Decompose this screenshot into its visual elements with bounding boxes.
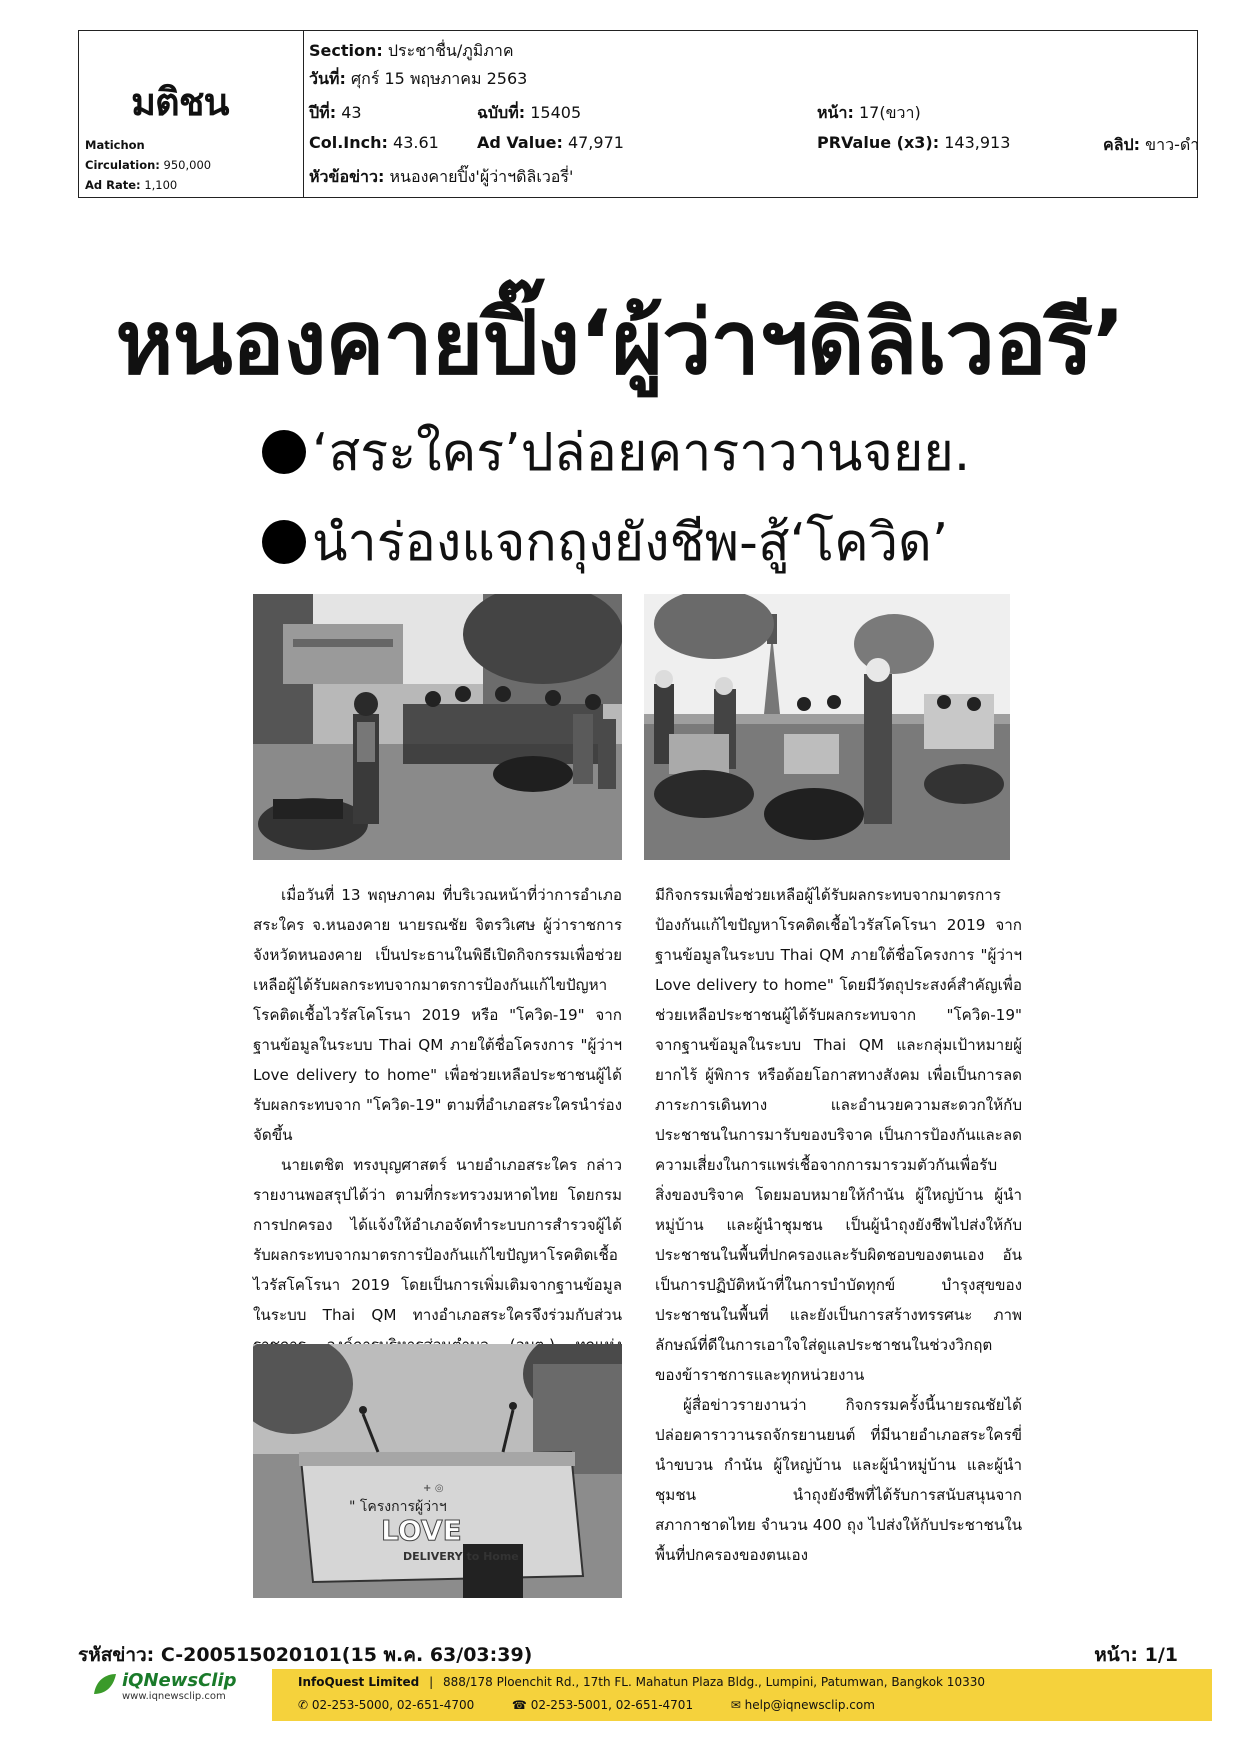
photo-motorcycle-caravan xyxy=(644,594,1010,860)
email-address: help@iqnewsclip.com xyxy=(744,1698,875,1712)
phone-icon: ✆ xyxy=(298,1698,309,1712)
phone-numbers: 02-253-5000, 02-651-4700 xyxy=(311,1698,475,1712)
subheadline-1-text: ‘สระใคร’ปล่อยคาราวานจยย. xyxy=(312,423,971,483)
box-love-text: LOVE xyxy=(381,1514,462,1547)
bullet-icon xyxy=(262,430,306,474)
colinch-label: Col.Inch: xyxy=(309,133,388,152)
company-address: 888/178 Ploenchit Rd., 17th FL. Mahatun Plaza Bldg., Lumpini, Patumwan, Bangkok 10330 xyxy=(442,1675,985,1689)
clip-header xyxy=(78,30,1198,198)
company-name: InfoQuest Limited xyxy=(298,1675,420,1689)
email-icon: ✉ xyxy=(730,1698,741,1712)
clip-value: ขาว-ดำ xyxy=(1145,135,1200,154)
company-line: InfoQuest Limited | 888/178 Ploenchit Rd., 17th FL. Mahatun Plaza Bldg., Lumpini, Patumwan, Bangkok 10330 xyxy=(298,1675,985,1689)
section-label: Section: xyxy=(309,41,383,60)
subheadline-2-text: นำร่องแจกถุงยังชีพ-สู้‘โควิด’ xyxy=(312,513,949,573)
fax-numbers: 02-253-5001, 02-651-4701 xyxy=(530,1698,694,1712)
article-headline: หนองคายปิ๊ง‘ผู้ว่าฯดิลิเวอรี’ xyxy=(115,291,1125,394)
paragraph: มีกิจกรรมเพื่อช่วยเหลือผู้ได้รับผลกระทบจากมาตรการป้องกันแก้ไขปัญหาโรคติดเชื้อไวรัสโคโรนา 2019 จากฐานข้อมูลในระบบ Thai QM ภายใต้ชื่อโครงการ "ผู้ว่าฯ Love delivery to home" โดยมีวัตถุประสงค์สำคัญเพื่อช่วยเหลือประชาชนผู้ได้รับผลกระทบจาก "โควิด-19" จากฐานข้อมูลในระบบ Thai QM และกลุ่มเป้าหมายผู้ยากไร้ ผู้พิการ หรือด้อยโอกาสทางสังคม เพื่อเป็นการลดภาระการเดินทาง และอำนวยความสะดวกให้กับประชาชนในการมารับของบริจาค เป็นการป้องกันและลดความเสี่ยงในการแพร่เชื้อจากการมารวมตัวกันเพื่อรับสิ่งของบริจาค โดยมอบหมายให้กำนัน ผู้ใหญ่บ้าน ผู้นำหมู่บ้าน และผู้นำชุมชน เป็นผู้นำถุงยังชีพไปส่งให้กับประชาชนในพื้นที่ปกครองและรับผิดชอบของตนเอง อันเป็นการปฏิบัติหน้าที่ในการบำบัดทุกข์ บำรุงสุขของประชาชนในพื้นที่ และยังเป็นการสร้างทรรศนะ ภาพลักษณ์ที่ดีในการเอาใจใส่ดูแลประชาชนในช่วงวิกฤต ของข้าราชการและทุกหน่วยงาน xyxy=(655,886,1022,1384)
news-code-label: รหัสข่าว: xyxy=(78,1644,155,1666)
subheadline-1 xyxy=(262,410,970,493)
news-code-value: C-200515020101(15 พ.ค. 63/03:39) xyxy=(160,1644,533,1666)
footer-contact-bar xyxy=(272,1669,1212,1721)
subheadline-2 xyxy=(262,500,948,583)
bullet-icon xyxy=(262,520,306,564)
contact-line xyxy=(298,1698,875,1712)
advalue-value: 47,971 xyxy=(567,133,624,152)
box-project-text: " โครงการผู้ว่าฯ xyxy=(349,1499,447,1515)
page-number xyxy=(1094,1640,1178,1670)
circulation-label: Circulation: xyxy=(85,158,160,172)
publication-logo: มติชน xyxy=(131,80,229,124)
date-value: ศุกร์ 15 พฤษภาคม 2563 xyxy=(350,69,528,88)
adrate-label: Ad Rate: xyxy=(85,178,141,192)
iqnewsclip-logo xyxy=(98,1670,237,1702)
circulation-value: 950,000 xyxy=(163,158,212,172)
adrate-value: 1,100 xyxy=(144,178,178,192)
fax-icon: ☎ xyxy=(511,1698,527,1712)
section-value: ประชาชื่น/ภูมิภาค xyxy=(387,41,514,60)
issue-label: ฉบับที่: xyxy=(477,103,526,122)
year-label: ปีที่: xyxy=(309,103,337,122)
article-column-right xyxy=(655,880,1022,1570)
paragraph: เมื่อวันที่ 13 พฤษภาคม ที่บริเวณหน้าที่ว่าการอำเภอสระใคร จ.หนองคาย นายรณชัย จิตรวิเศษ ผู้ว่าราชการจังหวัดหนองคาย เป็นประธานในพิธีเปิดกิจกรรมเพื่อช่วยเหลือผู้ได้รับผลกระทบจากมาตรการป้องกันแก้ไขปัญหาโรคติดเชื้อไวรัสโคโรนา 2019 หรือ "โควิด-19" จากฐานข้อมูลในระบบ Thai QM ภายใต้ชื่อโครงการ "ผู้ว่าฯ Love delivery to home" เพื่อช่วยเหลือประชาชนผู้ได้รับผลกระทบจาก "โควิด-19" ตามที่อำเภอสระใครนำร่องจัดขึ้น xyxy=(253,886,622,1144)
paragraph: นายเตชิต ทรงบุญศาสตร์ นายอำเภอสระใคร กล่าวรายงานพอสรุปได้ว่า ตามที่กระทรวงมหาดไทย โดยกรมการปกครอง ได้แจ้งให้อำเภอจัดทำระบบการสำรวจผู้ได้รับผลกระทบจากมาตรการป้องกันแก้ไขปัญหาโรคติดเชื้อไวรัสโคโรนา 2019 โดยเป็นการเพิ่มเติมจากฐานข้อมูลในระบบ Thai QM ทางอำเภอสระใครจึงร่วมกับส่วน xyxy=(253,1156,622,1324)
publication-name: Matichon xyxy=(85,138,145,152)
box-delivery-text: DELIVERY to Home xyxy=(403,1550,519,1563)
photo-governor-motorcycles xyxy=(253,594,622,860)
clip-label: คลิป: xyxy=(1103,135,1141,154)
svg-text:+ ◎: + ◎ xyxy=(423,1483,444,1494)
news-code xyxy=(78,1640,532,1670)
issue-value: 15405 xyxy=(530,103,582,122)
prvalue-label: PRValue (x3): xyxy=(817,133,940,152)
prvalue-value: 143,913 xyxy=(944,133,1011,152)
topic-label: หัวข้อข่าว: xyxy=(309,167,385,186)
page-number-label: หน้า: xyxy=(1094,1644,1138,1666)
colinch-value: 43.61 xyxy=(393,133,439,152)
publication-panel xyxy=(79,31,304,197)
topic-value: หนองคายปิ๊ง'ผู้ว่าฯดิลิเวอรี่' xyxy=(389,167,574,186)
leaf-icon xyxy=(92,1672,118,1698)
page-number-value: 1/1 xyxy=(1144,1644,1178,1666)
publication-meta xyxy=(85,135,211,195)
photo-delivery-box xyxy=(253,1344,622,1598)
brand-name: iQNewsClip xyxy=(122,1670,237,1691)
advalue-label: Ad Value: xyxy=(477,133,563,152)
page-value: 17(ขวา) xyxy=(858,103,921,122)
page-label: หน้า: xyxy=(817,103,854,122)
date-label: วันที่: xyxy=(309,69,346,88)
paragraph: ผู้สื่อข่าวรายงานว่า กิจกรรมครั้งนี้นายรณชัยได้ปล่อยคาราวานรถจักรยานยนต์ ที่มีนายอำเภอสระใครขี่นำขบวน กำนัน ผู้ใหญ่บ้าน และผู้นำหมู่บ้าน และผู้นำชุมชน นำถุงยังชีพที่ได้รับการสนับสนุนจากสภากาชาดไทย จำนวน 400 ถุง ไปส่งให้กับประชาชนในพื้นที่ปกครองของตนเอง xyxy=(655,1396,1022,1564)
brand-url: www.iqnewsclip.com xyxy=(122,1691,226,1702)
year-value: 43 xyxy=(341,103,362,122)
article-column-left xyxy=(253,880,622,1420)
